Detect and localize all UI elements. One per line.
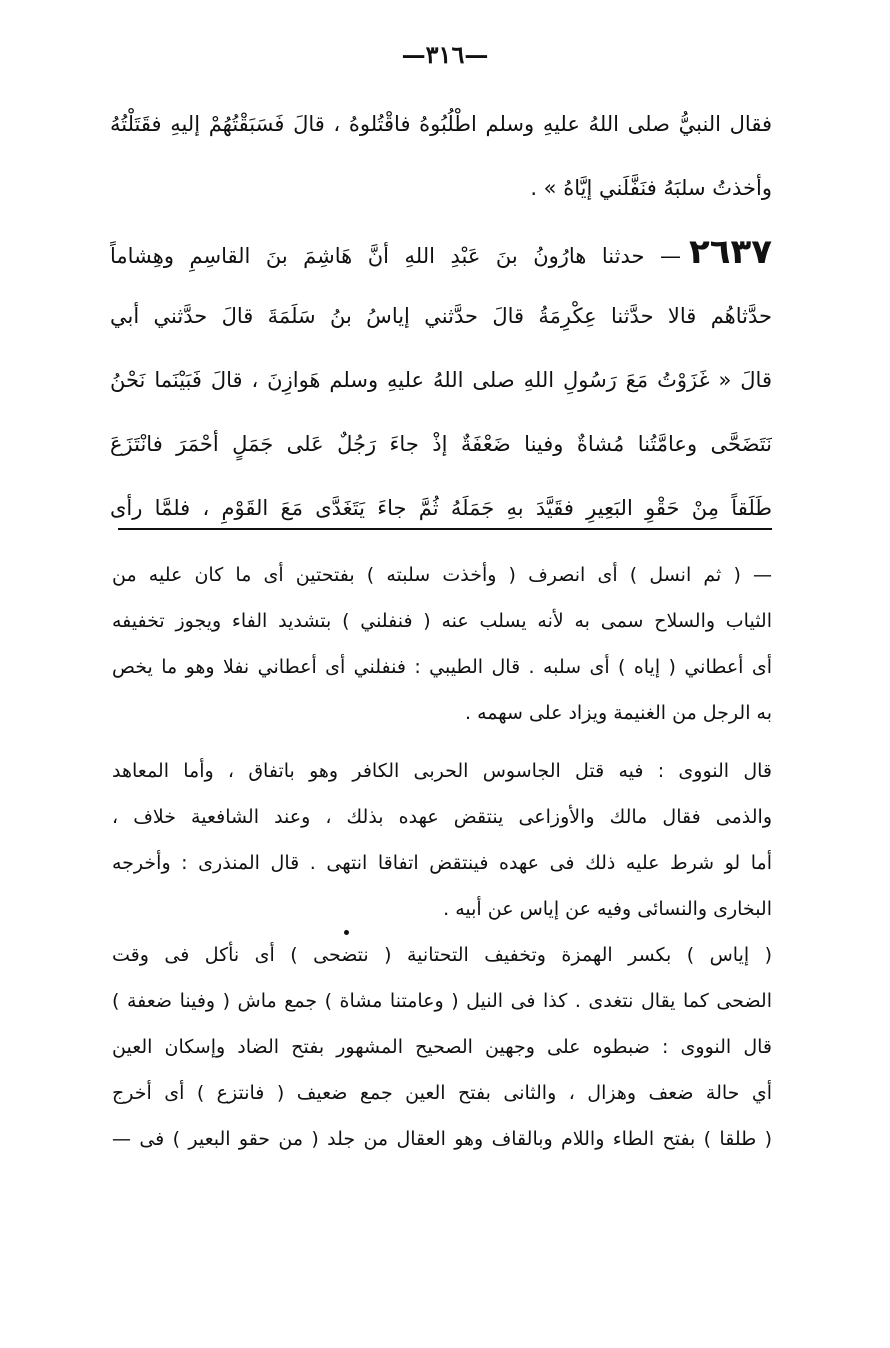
page-number: —٣١٦— <box>401 40 489 69</box>
commentary-line: والذمى فقال مالك والأوزاعى ينتقض عهده بذلك ، وعند الشافعية خلاف ، <box>112 806 772 828</box>
commentary-line: ( طلقا ) بفتح الطاء واللام وبالقاف وهو العقال من جلد ( من حقو البعير ) فى — <box>112 1128 772 1150</box>
hadith-text-block <box>110 92 772 540</box>
commentary-line: قال النووى : فيه قتل الجاسوس الحربى الكافر وهو باتفاق ، وأما المعاهد <box>112 760 772 782</box>
matn-line: قالَ « غَزَوْتُ مَعَ رَسُولِ اللهِ صلى اللهُ عليهِ وسلم هَوازِنَ ، قالَ فَبَيْنَما نَحْنُ <box>110 368 772 392</box>
paragraph-gap <box>112 736 772 748</box>
commentary-line: البخارى والنسائى وفيه عن إياس عن أبيه . <box>443 898 772 920</box>
hadith-heading-line <box>110 220 772 284</box>
commentary-line: ( إياس ) بكسر الهمزة وتخفيف التحتانية ( نتضحى ) أى نأكل فى وقت <box>112 944 772 966</box>
commentary-line: أي حالة ضعف وهزال ، والثانى بفتح العين جمع ضعيف ( فانتزع ) أى أخرج <box>112 1082 772 1104</box>
commentary-line: أى أعطاني ( إياه ) أى سلبه . قال الطيبي : فنفلني أى أعطاني نفلا وهو ما يخص <box>112 656 772 678</box>
hadith-number: ٢٦٣٧ <box>688 232 772 272</box>
commentary-line: أما لو شرط عليه ذلك فى عهده فينتقض اتفاقا انتهى . قال المنذرى : وأخرجه <box>112 852 772 874</box>
matn-line: — حدثنا هارُونُ بنَ عَبْدِ اللهِ أنَّ هَاشِمَ بنَ القاسِمِ وهِشاماً <box>110 244 681 268</box>
print-speck <box>344 930 349 935</box>
commentary-line: الضحى كما يقال نتغدى . كذا فى النيل ( وعامتنا مشاة ) جمع ماش ( وفينا ضعفة ) <box>112 990 772 1012</box>
commentary-line: الثياب والسلاح سمى به لأنه يسلب عنه ( فنفلني ) بتشديد الفاء ويجوز تخفيفه <box>112 610 772 632</box>
matn-line: حدَّثاهُم قالا حدَّثنا عِكْرِمَةُ قالَ حدَّثني إياسُ بنُ سَلَمَةَ قالَ حدَّثني أبي <box>110 304 772 328</box>
matn-line: طَلَقاً مِنْ حَقْوِ البَعِيرِ فقَيَّدَ بهِ جَمَلَهُ ثُمَّ جاءَ يَتَغَدَّى مَعَ القَوْمِ ، فلمَّا رأى <box>110 496 772 520</box>
section-divider <box>118 528 772 530</box>
commentary-line: — ( ثم انسل ) أى انصرف ( وأخذت سلبته ) بفتحتين أى ما كان عليه من <box>112 564 772 586</box>
commentary-block <box>112 552 772 1162</box>
commentary-line: به الرجل من الغنيمة ويزاد على سهمه . <box>465 702 772 724</box>
matn-line: وأخذتُ سلبَهُ فنَفَّلَني إيَّاهُ » . <box>530 176 772 200</box>
commentary-line: قال النووى : ضبطوه على وجهين الصحيح المشهور بفتح الضاد وإسكان العين <box>112 1036 772 1058</box>
matn-line: نَتَضَحَّى وعامَّتُنا مُشاةٌ وفينا ضَعْفَةٌ إذْ جاءَ رَجُلٌ عَلى جَمَلٍ أحْمَرَ فانْتَزَعَ <box>110 432 772 456</box>
matn-line: فقال النبيُّ صلى اللهُ عليهِ وسلم اطْلُبُوهُ فاقْتُلوهُ ، قالَ فَسَبَقْتُهُمْ إليهِ فقَتَلْتُهُ <box>110 112 772 136</box>
